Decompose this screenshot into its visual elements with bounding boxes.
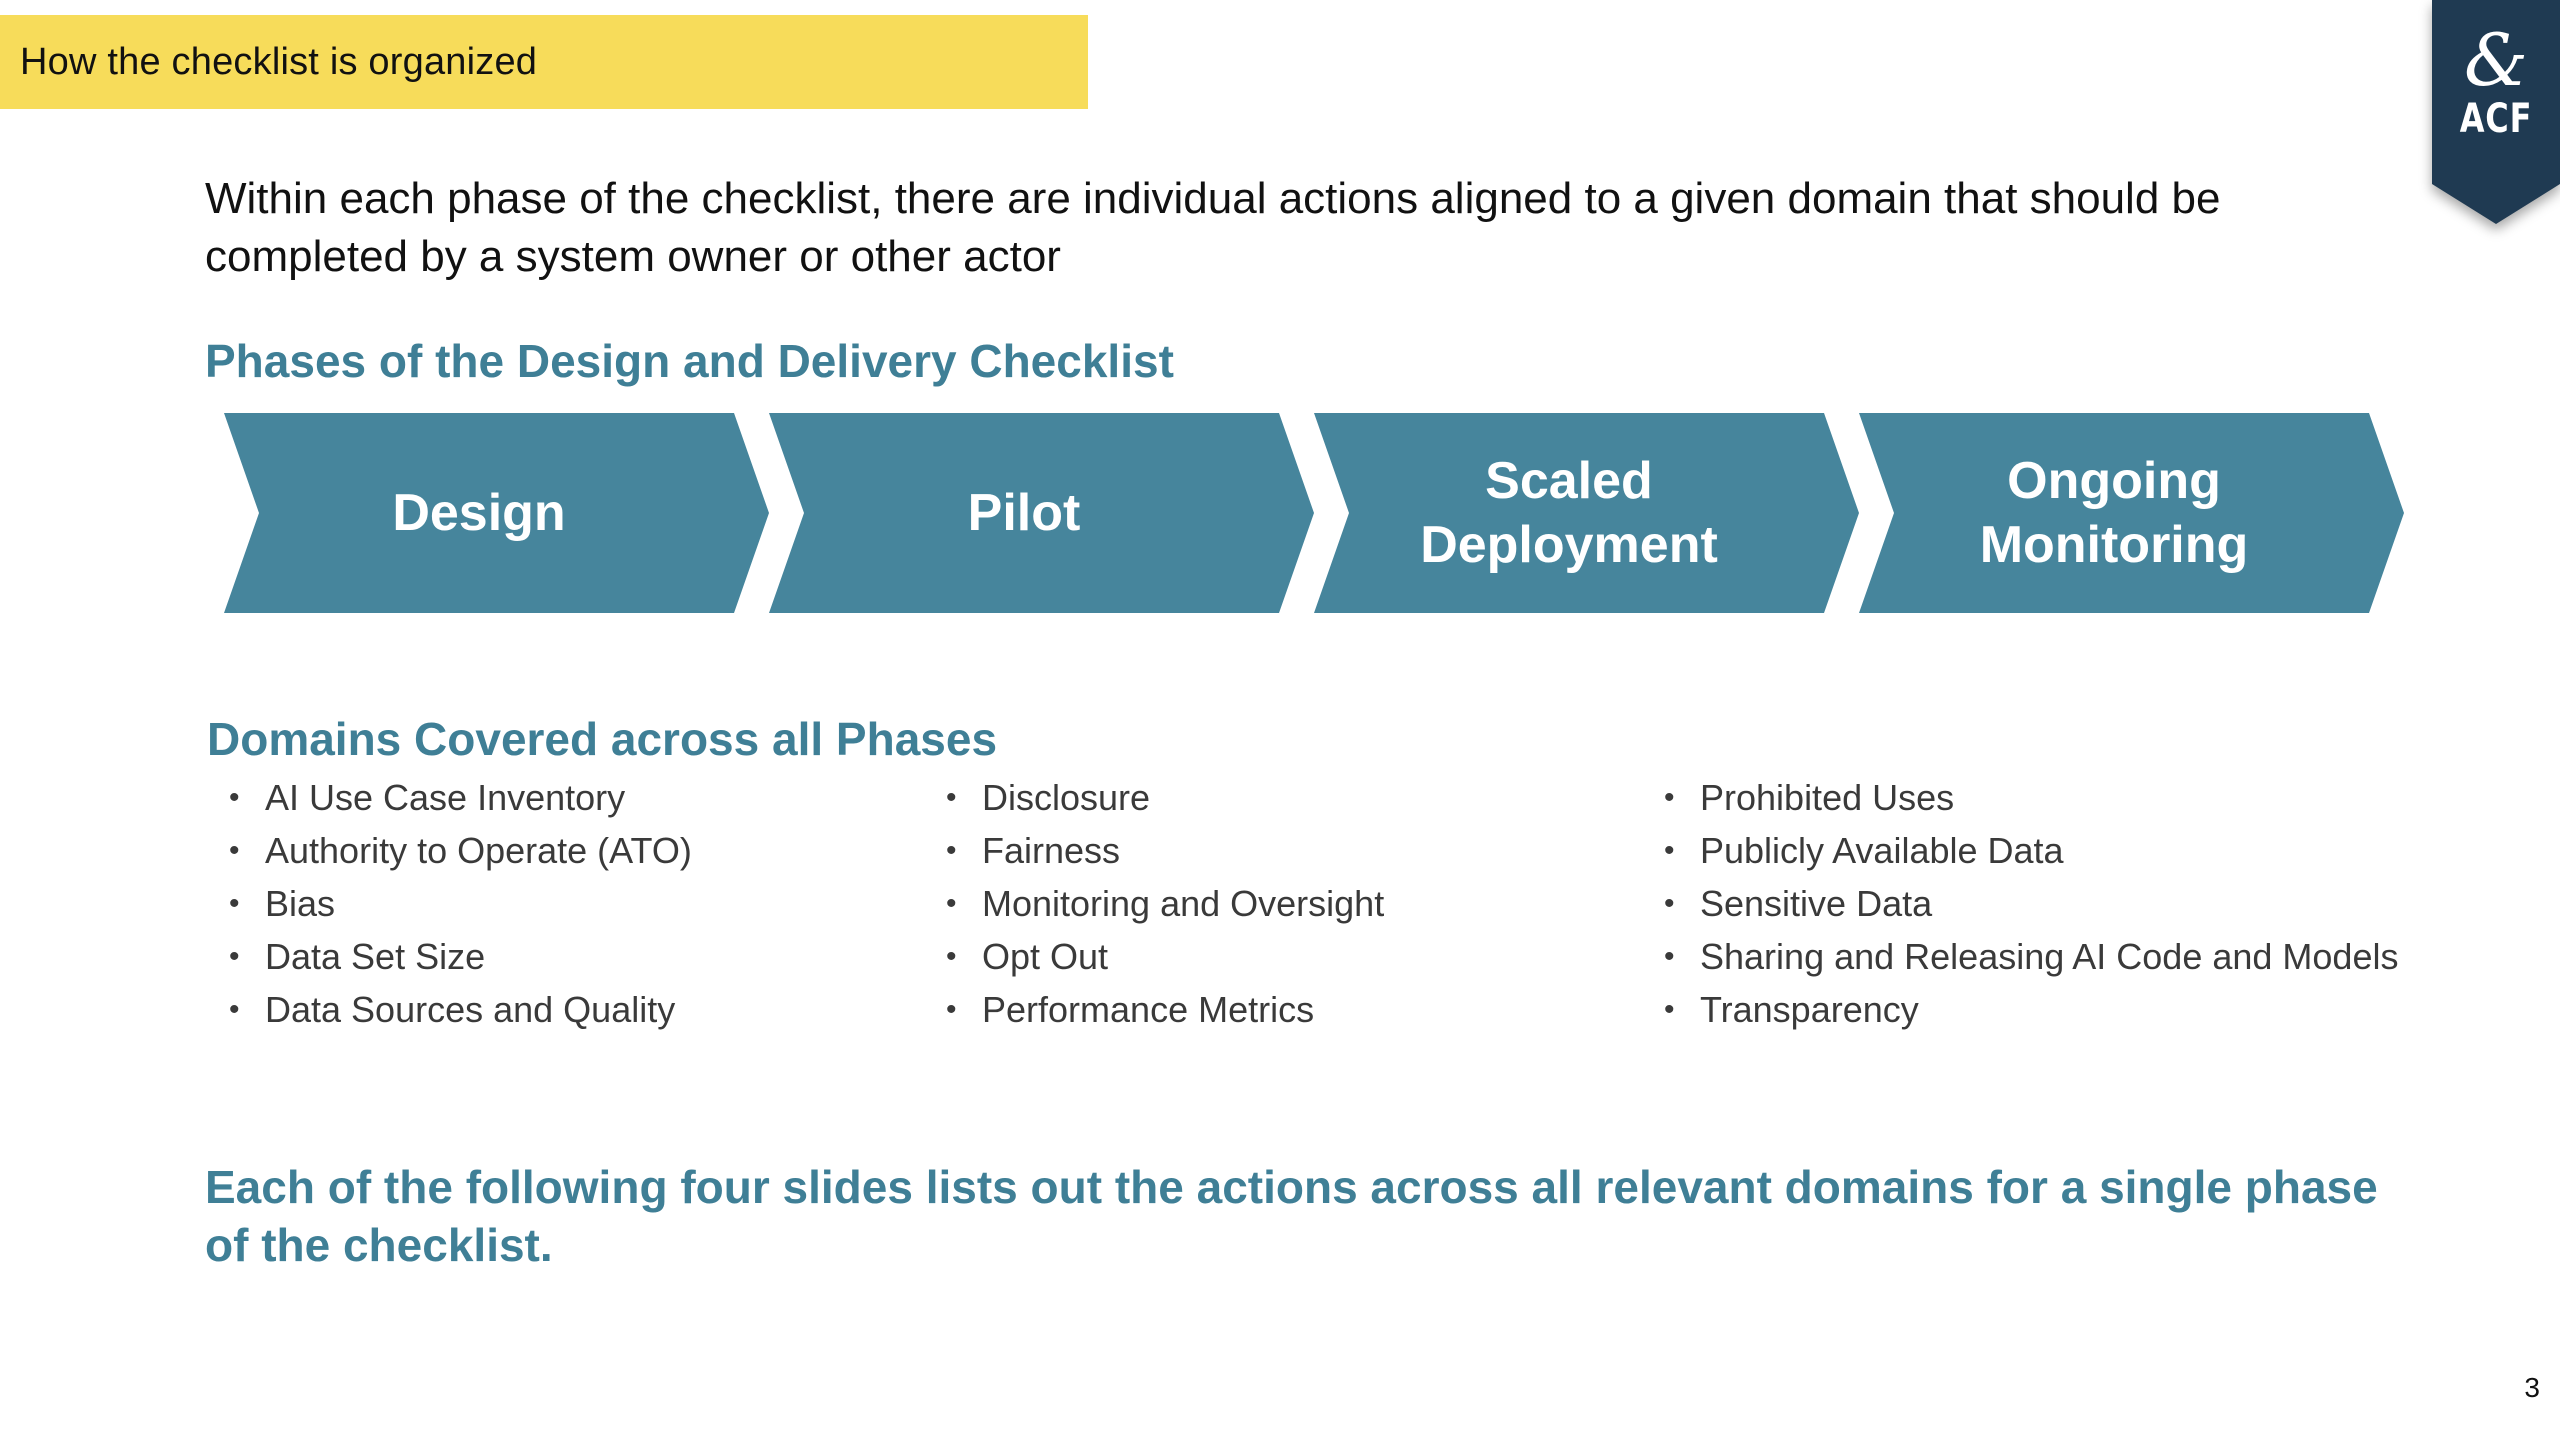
domains-column-3 xyxy=(1642,771,2398,1036)
domain-item xyxy=(207,983,692,1036)
bullet-icon: • xyxy=(1664,781,1675,814)
domain-label: Authority to Operate (ATO) xyxy=(265,830,692,871)
bullet-icon: • xyxy=(946,940,957,973)
bullet-icon: • xyxy=(1664,834,1675,867)
domain-item xyxy=(924,877,1384,930)
phase-chevron-pilot xyxy=(769,413,1314,613)
domain-item xyxy=(1642,983,2398,1036)
bullet-icon: • xyxy=(229,993,240,1026)
phase-label-scaled-deployment: Scaled Deployment xyxy=(1420,452,1718,574)
domain-label: Opt Out xyxy=(982,936,1109,977)
domain-item xyxy=(924,983,1384,1036)
domain-item xyxy=(1642,824,2398,877)
domain-label: AI Use Case Inventory xyxy=(265,777,626,818)
phase-label-design: Design xyxy=(392,484,566,542)
domain-item xyxy=(207,771,692,824)
domain-item xyxy=(1642,877,2398,930)
bullet-icon: • xyxy=(946,887,957,920)
phase-chevron-ongoing-monitoring xyxy=(1859,413,2404,613)
domain-label: Transparency xyxy=(1700,989,1919,1030)
domain-label: Monitoring and Oversight xyxy=(982,883,1385,924)
acf-logo-badge xyxy=(2432,0,2560,224)
domain-label: Publicly Available Data xyxy=(1700,830,2064,871)
logo-text: ACF xyxy=(2459,96,2533,142)
phase-chevron-scaled-deployment xyxy=(1314,413,1859,613)
domains-column-1 xyxy=(207,771,692,1036)
domain-label: Bias xyxy=(265,883,336,924)
bullet-icon: • xyxy=(946,993,957,1026)
domain-label: Sharing and Releasing AI Code and Models xyxy=(1700,936,2399,977)
phase-label-ongoing-monitoring: Ongoing Monitoring xyxy=(1979,452,2249,574)
domains-heading: Domains Covered across all Phases xyxy=(207,713,998,765)
domain-item xyxy=(207,877,692,930)
bullet-icon: • xyxy=(229,887,240,920)
bullet-icon: • xyxy=(229,834,240,867)
domain-label: Data Sources and Quality xyxy=(265,989,676,1030)
domain-label: Disclosure xyxy=(982,777,1151,818)
domain-item xyxy=(207,930,692,983)
title-band xyxy=(0,15,1088,109)
phase-chevron-design xyxy=(224,413,769,613)
phase-label-pilot: Pilot xyxy=(967,484,1081,542)
page-number: 3 xyxy=(2524,1372,2540,1403)
intro-text: Within each phase of the checklist, there are individual actions aligned to a given domain that should be completed by a system owner or other actor xyxy=(205,174,2221,281)
domain-item xyxy=(1642,771,2398,824)
domain-item xyxy=(207,824,692,877)
domain-item xyxy=(924,824,1384,877)
phase-chevrons xyxy=(224,413,2404,613)
domain-label: Performance Metrics xyxy=(982,989,1315,1030)
bullet-icon: • xyxy=(1664,993,1675,1026)
logo-ampersand: & xyxy=(2463,18,2529,102)
bullet-icon: • xyxy=(946,834,957,867)
slide-title: How the checklist is organized xyxy=(20,40,538,83)
bullet-icon: • xyxy=(229,781,240,814)
domain-item xyxy=(1642,930,2398,983)
domain-label: Data Set Size xyxy=(265,936,486,977)
bullet-icon: • xyxy=(1664,940,1675,973)
domain-label: Fairness xyxy=(982,830,1121,871)
bullet-icon: • xyxy=(1664,887,1675,920)
bullet-icon: • xyxy=(946,781,957,814)
domain-item xyxy=(924,771,1384,824)
phases-heading: Phases of the Design and Delivery Checklist xyxy=(205,335,1174,387)
domain-item xyxy=(924,930,1384,983)
footer-note: Each of the following four slides lists out the actions across all relevant domains for a single phase of the checklist. xyxy=(205,1161,2378,1271)
domain-label: Sensitive Data xyxy=(1700,883,1933,924)
bullet-icon: • xyxy=(229,940,240,973)
domain-label: Prohibited Uses xyxy=(1700,777,1955,818)
domains-column-2 xyxy=(924,771,1384,1036)
